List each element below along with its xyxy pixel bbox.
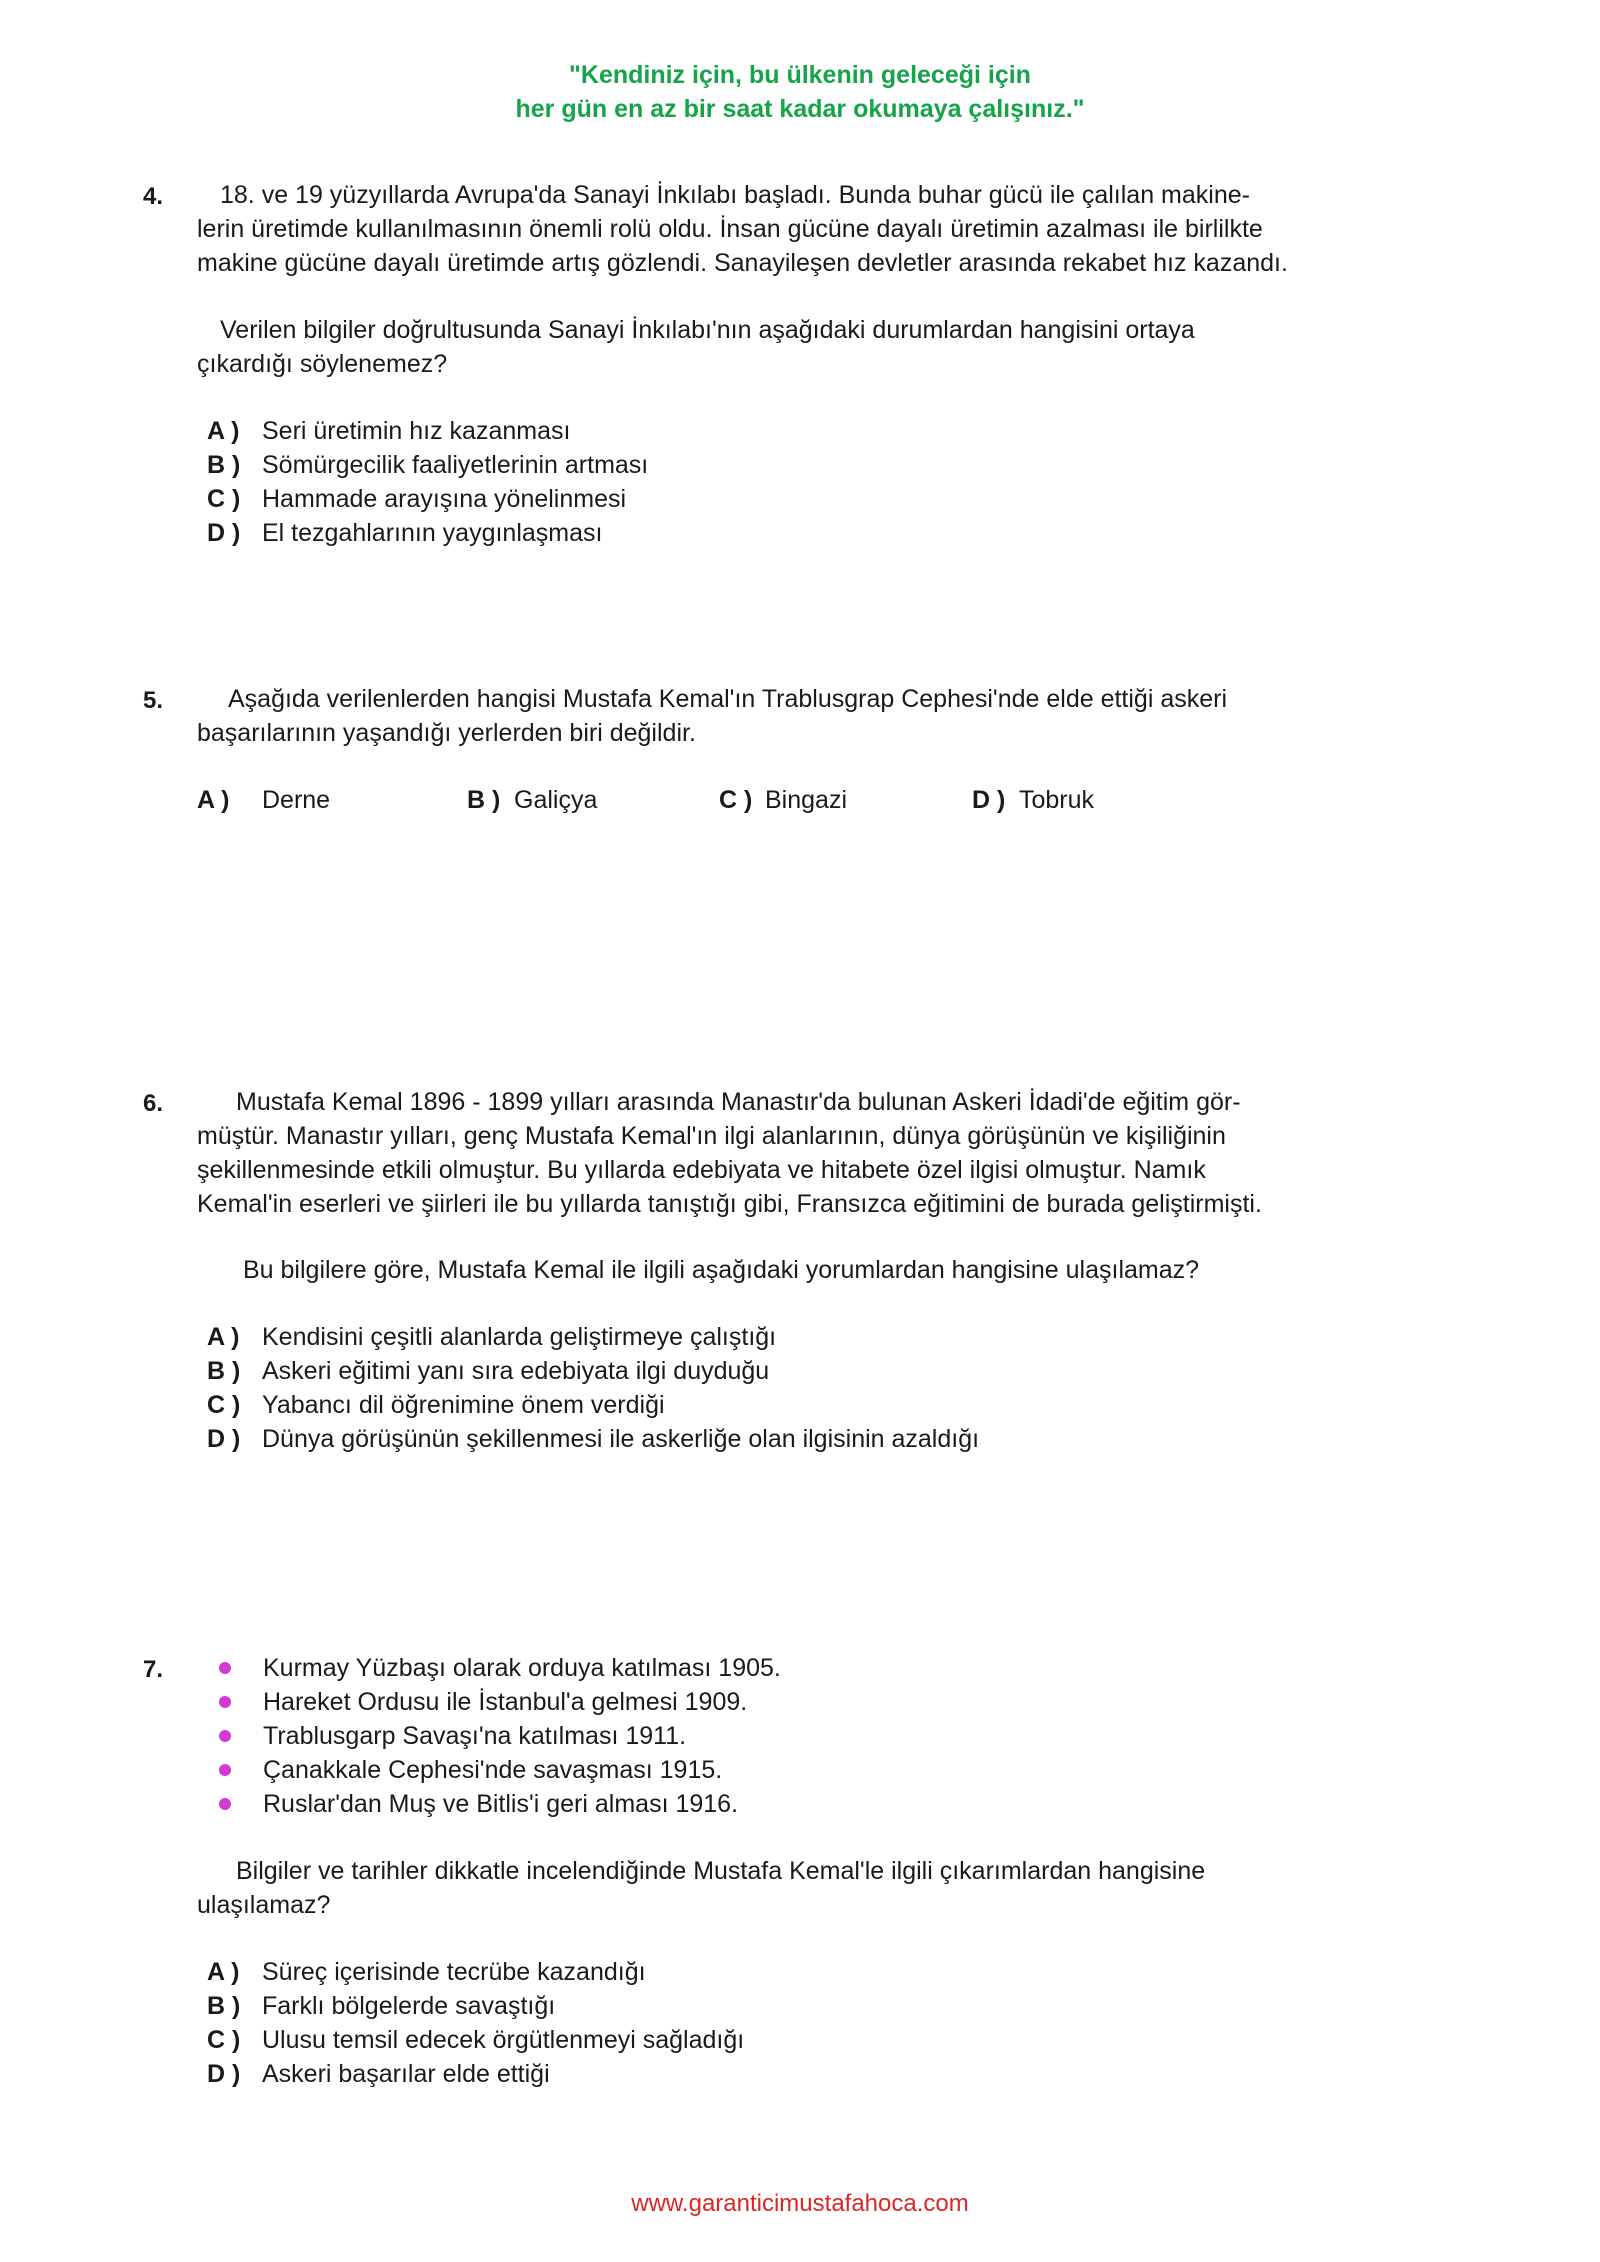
- list-item-text: Kurmay Yüzbaşı olarak orduya katılması 1905.: [263, 1654, 781, 1682]
- option-text: Tobruk: [1019, 786, 1095, 814]
- option-text: Süreç içerisinde tecrübe kazandığı: [262, 1958, 646, 1986]
- question-text-line: lerin üretimde kullanılmasının önemli rolü oldu. İnsan gücüne dayalı üretimin azalması ile birlilkte: [197, 215, 1263, 243]
- option-text: Sömürgecilik faaliyetlerinin artması: [262, 451, 649, 479]
- option-label: A ): [207, 417, 240, 445]
- option-text: Bingazi: [765, 786, 847, 814]
- question-text-line: Mustafa Kemal 1896 - 1899 yılları arasında Manastır'da bulunan Askeri İdadi'de eğitim gör-: [236, 1088, 1241, 1116]
- question-number: 5.: [143, 687, 164, 714]
- question-text-line: şekillenmesinde etkili olmuştur. Bu yıllarda edebiyata ve hitabete özel ilgisi olmuştur. Namık: [197, 1156, 1206, 1184]
- option-text: Dünya görüşünün şekillenmesi ile askerliğe olan ilgisinin azaldığı: [262, 1425, 980, 1453]
- option-label: C ): [719, 786, 753, 814]
- footer-link[interactable]: www.garanticimustafahoca.com: [631, 2190, 969, 2217]
- option-text: Kendisini çeşitli alanlarda geliştirmeye çalıştığı: [262, 1323, 777, 1351]
- option-label: D ): [207, 519, 241, 547]
- question-text-line: başarılarının yaşandığı yerlerden biri değildir.: [197, 719, 696, 747]
- option-text: Derne: [262, 786, 331, 814]
- option-label: C ): [207, 1391, 241, 1419]
- list-item-text: Ruslar'dan Muş ve Bitlis'i geri alması 1916.: [263, 1790, 739, 1818]
- option-b[interactable]: [467, 783, 500, 817]
- question-number: 7.: [143, 1656, 164, 1683]
- option-c[interactable]: [719, 783, 752, 817]
- option-label: D ): [972, 786, 1006, 814]
- option-label: C ): [207, 485, 241, 513]
- bullet-icon: [219, 1696, 231, 1708]
- question-text-line: 18. ve 19 yüzyıllarda Avrupa'da Sanayi İnkılabı başladı. Bunda buhar gücü ile çalılan makine-: [220, 181, 1250, 209]
- option-label: D ): [207, 2060, 241, 2088]
- bullet-icon: [219, 1764, 231, 1776]
- bullet-icon: [219, 1662, 231, 1674]
- list-item-text: Hareket Ordusu ile İstanbul'a gelmesi 1909.: [263, 1688, 748, 1716]
- option-text: Farklı bölgelerde savaştığı: [262, 1992, 556, 2020]
- list-item-text: Çanakkale Cephesi'nde savaşması 1915.: [263, 1756, 723, 1784]
- option-text: El tezgahlarının yaygınlaşması: [262, 519, 603, 547]
- option-d[interactable]: [972, 783, 1005, 817]
- option-label: B ): [207, 1992, 241, 2020]
- option-label: B ): [207, 1357, 241, 1385]
- option-label: B ): [467, 786, 501, 814]
- option-text: Yabancı dil öğrenimine önem verdiği: [262, 1391, 665, 1419]
- option-label: A ): [197, 786, 230, 814]
- bullet-icon: [219, 1730, 231, 1742]
- question-prompt-line: Verilen bilgiler doğrultusunda Sanayi İnkılabı'nın aşağıdaki durumlardan hangisini ortaya: [220, 316, 1195, 344]
- question-prompt-line: Bu bilgilere göre, Mustafa Kemal ile ilgili aşağıdaki yorumlardan hangisine ulaşılamaz?: [243, 1256, 1200, 1284]
- bullet-icon: [219, 1798, 231, 1810]
- question-prompt-line: çıkardığı söylenemez?: [197, 350, 448, 378]
- question-prompt-line: Bilgiler ve tarihler dikkatle incelendiğinde Mustafa Kemal'le ilgili çıkarımlardan hangisine: [236, 1857, 1206, 1885]
- question-number: 6.: [143, 1090, 164, 1117]
- option-label: B ): [207, 451, 241, 479]
- option-a[interactable]: [197, 783, 229, 817]
- question-text-line: makine gücüne dayalı üretimde artış gözlendi. Sanayileşen devletler arasında rekabet hız kazandı.: [197, 249, 1288, 277]
- question-text-line: Aşağıda verilenlerden hangisi Mustafa Kemal'ın Trablusgrap Cephesi'nde elde ettiği askeri: [228, 685, 1228, 713]
- list-item-text: Trablusgarp Savaşı'na katılması 1911.: [263, 1722, 687, 1750]
- option-text: Galiçya: [514, 786, 598, 814]
- option-text: Askeri eğitimi yanı sıra edebiyata ilgi duyduğu: [262, 1357, 770, 1385]
- header-quote-line-1: "Kendiniz için, bu ülkenin geleceği için: [569, 61, 1031, 89]
- question-text-line: Kemal'in eserleri ve şiirleri ile bu yıllarda tanıştığı gibi, Fransızca eğitimini de burada geliştirmişti.: [197, 1190, 1262, 1218]
- header-quote-line-2: her gün en az bir saat kadar okumaya çalışınız.": [515, 95, 1085, 123]
- option-text: Ulusu temsil edecek örgütlenmeyi sağladığı: [262, 2026, 745, 2054]
- option-label: A ): [207, 1958, 240, 1986]
- question-prompt-line: ulaşılamaz?: [197, 1891, 331, 1919]
- option-label: D ): [207, 1425, 241, 1453]
- option-label: C ): [207, 2026, 241, 2054]
- question-number: 4.: [143, 183, 164, 210]
- option-label: A ): [207, 1323, 240, 1351]
- option-text: Askeri başarılar elde ettiği: [262, 2060, 550, 2088]
- option-text: Hammade arayışına yönelinmesi: [262, 485, 627, 513]
- question-text-line: müştür. Manastır yılları, genç Mustafa Kemal'ın ilgi alanlarının, dünya görüşünün ve kişiliğinin: [197, 1122, 1226, 1150]
- option-text: Seri üretimin hız kazanması: [262, 417, 571, 445]
